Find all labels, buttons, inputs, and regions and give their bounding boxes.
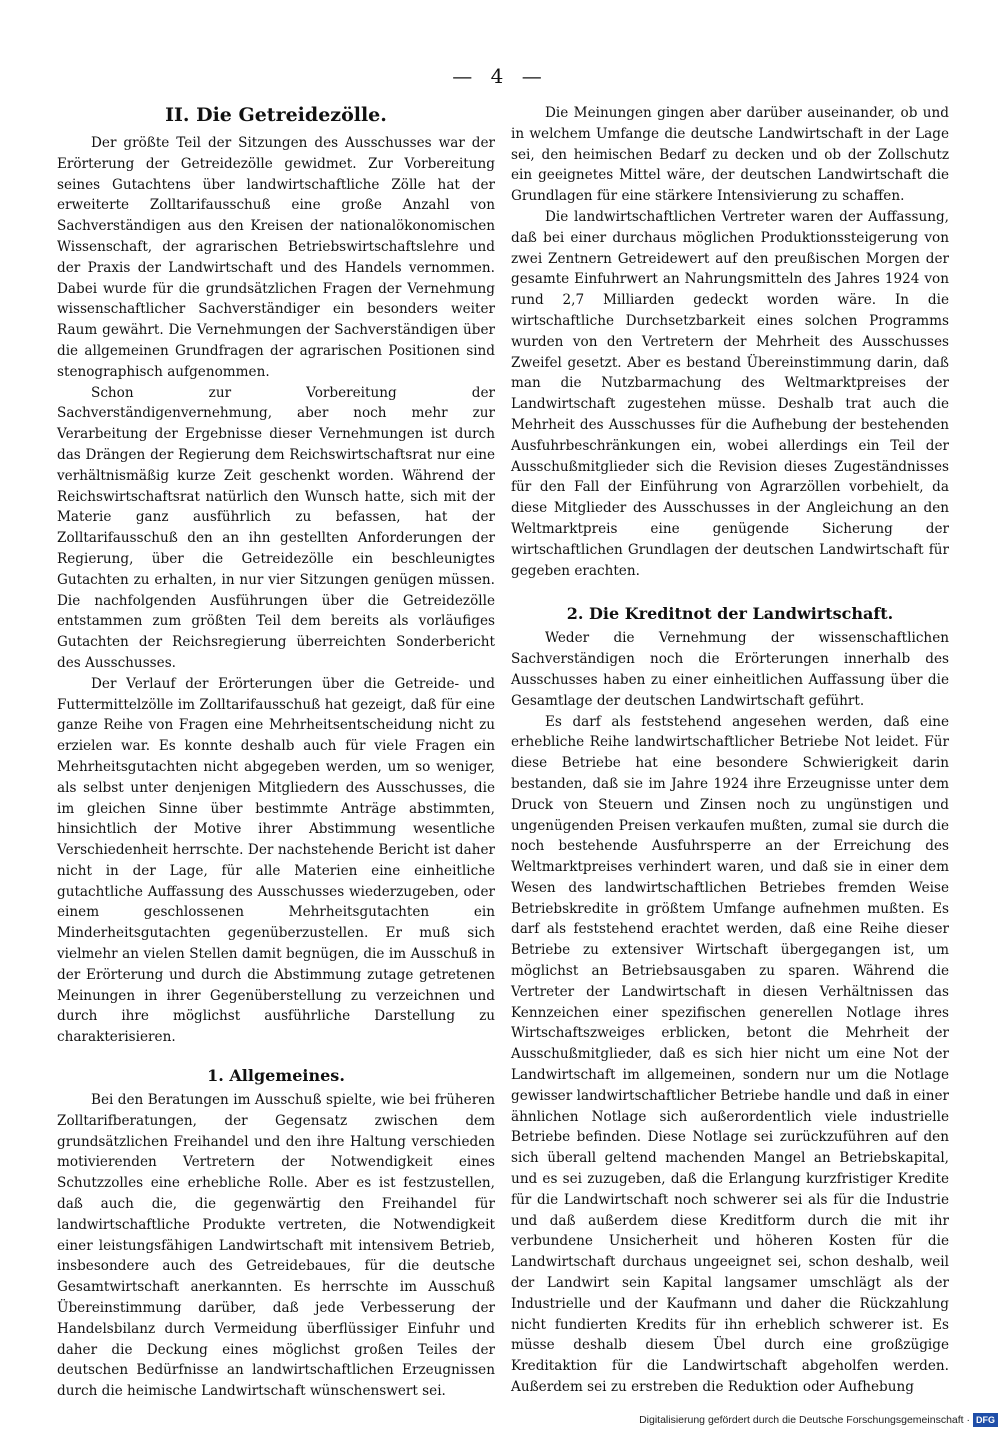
right-column (511, 103, 949, 1398)
paragraph: Es darf als feststehend angesehen werden, daß eine erhebliche Reihe landwirtschaftlicher Betriebe Not leidet. Für diese Betriebe hat eine besondere Schwierigkeit darin bestanden, daß sie im Jahre 1924 ihre Erzeugnisse unter dem Druck von Steuern und Zinsen noch zu ungünstigen und ungenügenden Preisen verkaufen mußten, zumal sie durch die noch bestehende Ausfuhrsperre an der Erreichung des Weltmarktpreises verhindert waren, und daß sie in einer dem Wesen des landwirtschaftlichen Betriebes fremden Weise Betriebskredite in größtem Umfange aufnehmen mußten. Es darf als feststehend erachtet werden, daß eine Reihe dieser Betriebe zu extensiver Wirtschaft übergegangen ist, um möglichst an Betriebsausgaben zu sparen. Während die Vertreter der Landwirtschaft in diesen Verhältnissen das Kennzeichen einer spezifischen generellen Notlage ihres Wirtschaftszweiges erblicken, betont die Mehrheit der Ausschußmitglieder, daß es sich hier nicht um eine Not der Landwirtschaft im allgemeinen, sondern nur um die Notlage gewisser landwirtschaftlicher Betriebe handle und daß in einer ähnlichen Notlage sich außerordentlich viele industrielle Betriebe befinden. Diese Notlage sei zurückzuführen auf den sich überall geltend machenden Mangel an Betriebskapital, und es sei zuzugeben, daß die Erlangung kurzfristiger Kredite für die Landwirtschaft noch schwerer sei als für die Industrie und daß außerdem diese Kreditform durch die mit ihr verbundene Unsicherheit und höheren Kosten für die Landwirtschaft durchaus ungeeignet sei, schon deshalb, weil der Landwirt sein Kapital langsamer umschlägt als der Industrielle und der Kaufmann und daher die Rückzahlung nicht fundierten Kredits für ihn erheblich schwerer ist. Es müsse deshalb diesem Übel durch eine großzügige Kreditaktion für die Landwirtschaft abgeholfen werden. Außerdem sei zu erstreben die Reduktion oder Aufhebung (511, 713, 949, 1396)
section-heading: II. Die Getreidezölle. (165, 104, 387, 126)
paragraph: Der Verlauf der Erörterungen über die Getreide- und Futtermittelzölle im Zolltarifausschuß hat gezeigt, daß für eine ganze Reihe von Fragen eine Mehrheitsentscheidung nicht zu erzielen war. Es konnte deshalb auch für viele Fragen ein Mehrheitsgutachten nicht abgegeben werden, um so weniger, als selbst unter denjenigen Mitgliedern des Ausschusses, die im gleichen Sinne über bestimmte Anträge abstimmten, hinsichtlich der Motive ihrer Abstimmung wesentliche Verschiedenheit herrschte. Der nachstehende Bericht ist daher nicht in der Lage, für alle Materien eine einheitliche gutachtliche Auffassung des Ausschusses wiederzugeben, oder einem geschlossenen Mehrheitsgutachten ein Minderheitsgutachten gegenüberzustellen. Er muß sich vielmehr an vielen Stellen damit begnügen, die im Ausschuß in der Erörterung und durch die Abstimmung zutage getretenen Meinungen in ihrer Gegenüberstellung zu verzeichnen und durch ihre möglichst ausführliche Darstellung zu charakterisieren. (57, 675, 495, 1046)
page-number: — 4 — (452, 64, 548, 88)
paragraph: Weder die Vernehmung der wissenschaftlichen Sachverständigen noch die Erörterungen innerhalb des Ausschusses haben zu einer einheitlichen Auffassung über die Gesamtlage der deutschen Landwirtschaft geführt. (511, 630, 949, 709)
paragraph: Die Meinungen gingen aber darüber auseinander, ob und in welchem Umfange die deutsche Landwirtschaft in der Lage sei, den heimischen Bedarf zu decken und ob der Zollschutz ein geeignetes Mittel wäre, der deutschen Landwirtschaft die Grundlagen für eine stärkere Intensivierung zu schaffen. (511, 105, 949, 205)
dfg-logo: DFG (973, 1413, 998, 1427)
left-column (57, 103, 495, 1402)
paragraph: Die landwirtschaftlichen Vertreter waren der Auffassung, daß bei einer durchaus möglichen Produktionssteigerung von zwei Zentnern Getreidewert auf den preußischen Morgen der gesamte Einfuhrwert an Nahrungsmitteln des Jahres 1924 von rund 2,7 Milliarden gedeckt worden wäre. In die wirtschaftliche Durchsetzbarkeit eines solchen Programms wurden von den Vertretern der Mehrheit des Ausschusses Zweifel gesetzt. Aber es bestand Übereinstimmung darin, daß man die Nutzbarmachung des Weltmarktpreises der Landwirtschaft zugestehen müsse. Deshalb trat auch die Mehrheit des Ausschusses für die Aufhebung der bestehenden Ausfuhrbeschränkungen ein, wobei allerdings ein Teil der Ausschußmitglieder sich die Revision dieses Zugeständnisses für den Fall der Einführung von Agrarzöllen vorbehielt, da diese Mitglieder des Ausschusses in der Angleichung an den Weltmarktpreis eine genügende Sicherung der wirtschaftlichen Grundlagen der deutschen Landwirtschaft für gegeben erachten. (511, 208, 949, 579)
subsection-heading: 1. Allgemeines. (207, 1066, 345, 1086)
footer-text: Digitalisierung gefördert durch die Deutsche Forschungsgemeinschaft · (639, 1414, 970, 1426)
digitization-footer (606, 1412, 998, 1428)
paragraph: Schon zur Vorbereitung der Sachverständigenvernehmung, aber noch mehr zur Verarbeitung der Ergebnisse dieser Vernehmungen ist durch das Drängen der Regierung dem Reichswirtschaftsrat nur eine verhältnismäßig kurze Zeit geschenkt worden. Während der Reichswirtschaftsrat natürlich den Wunsch hatte, sich mit der Materie ganz ausführlich zu befassen, hat der Zolltarifausschuß den an ihn gestellten Anforderungen der Regierung, über die Getreidezölle ein beschleunigtes Gutachten zu erhalten, in nur vier Sitzungen genügen müssen. Die nachfolgenden Ausführungen über die Getreidezölle entstammen zum größten Teil dem bereits als vorläufiges Gutachten der Reichsregierung überreichten Sonderbericht des Ausschusses. (57, 384, 495, 671)
paragraph: Der größte Teil der Sitzungen des Ausschusses war der Erörterung der Getreidezölle gewidmet. Zur Vorbereitung seines Gutachtens über landwirtschaftliche Zölle hat der erweiterte Zolltarifausschuß eine große Anzahl von Sachverständigen aus den Kreisen der nationalökonomischen Wissenschaft, der agrarischen Betriebswirtschaftslehre und der Praxis der Landwirtschaft und des Handels vernommen. Dabei wurde für die grundsätzlichen Fragen der Vernehmung wissenschaftlicher Sachverständiger ein besonders weiter Raum gewährt. Die Vernehmungen der Sachverständigen über die allgemeinen Grundfragen der agrarischen Positionen sind stenographisch aufgenommen. (57, 135, 495, 380)
subsection-heading: 2. Die Kreditnot der Landwirtschaft. (566, 604, 894, 624)
paragraph: Bei den Beratungen im Ausschuß spielte, wie bei früheren Zolltarifberatungen, der Gegensatz zwischen dem grundsätzlichen Freihandel und den ihre Haltung verschieden motivierenden Vertretern der Notwendigkeit eines Schutzzolles eine erhebliche Rolle. Aber es ist festzustellen, daß auch die, die gegenwärtig den Freihandel für landwirtschaftliche Produkte vertreten, die Notwendigkeit einer leistungsfähigen Landwirtschaft mit intensivem Betrieb, insbesondere auch des Getreidebaues, für die deutsche Gesamtwirtschaft anerkannten. Es herrschte im Ausschuß Übereinstimmung darüber, daß jede Verbesserung der Handelsbilanz durch Vermeidung überflüssiger Einfuhr und daher die Deckung eines möglichst großen Teiles der deutschen Bedürfnisse an landwirtschaftlichen Erzeugnissen durch die heimische Landwirtschaft wünschenswert sei. (57, 1092, 495, 1400)
